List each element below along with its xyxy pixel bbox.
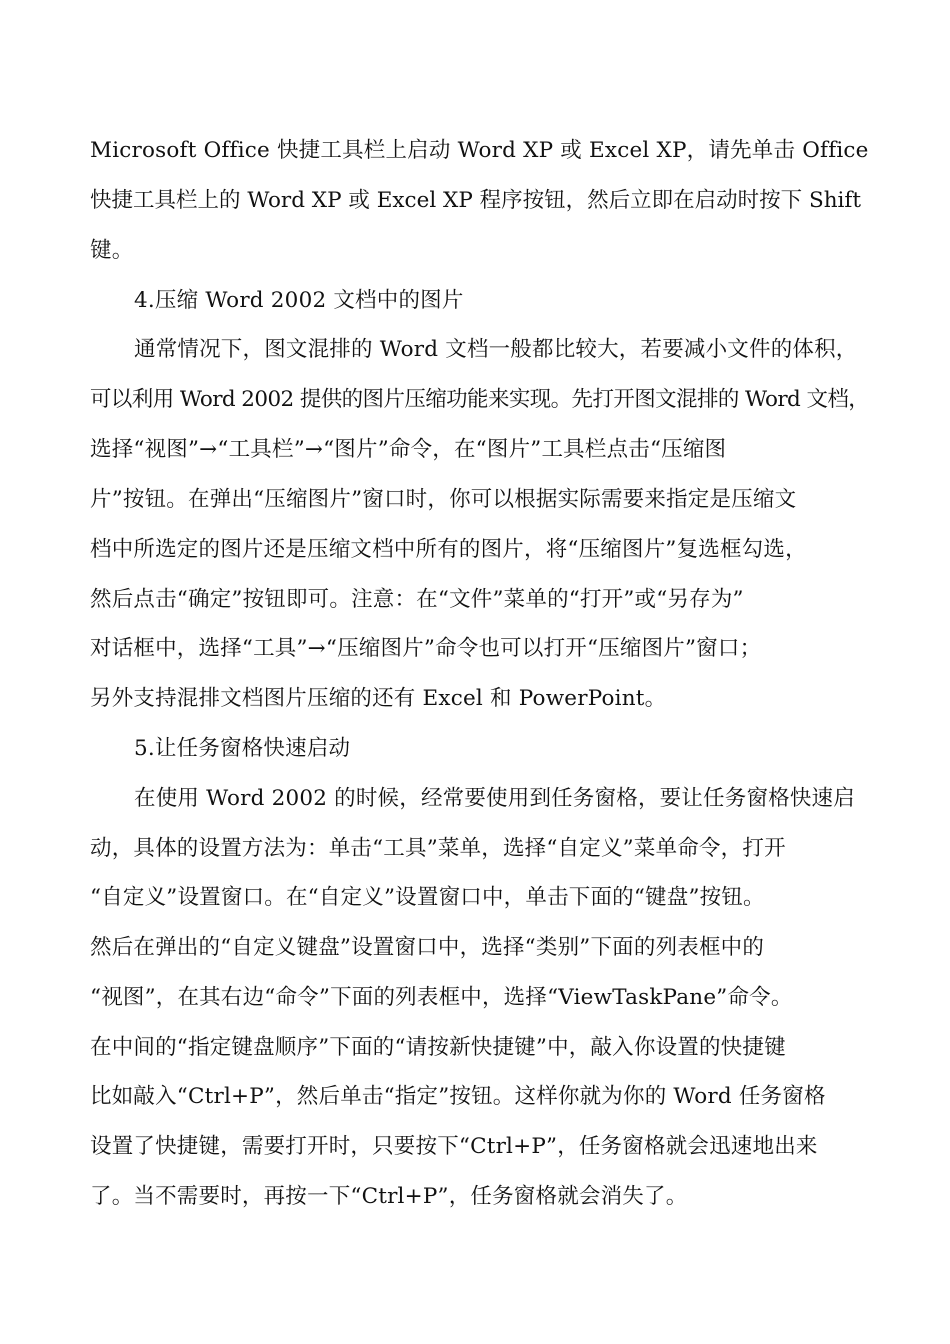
- text-line: 动，具体的设置方法为：单击“工具”菜单，选择“自定义”菜单命令，打开: [90, 836, 786, 861]
- text-line: 档中所选定的图片还是压缩文档中所有的图片，将“压缩图片”复选框勾选，: [90, 537, 807, 562]
- text-line: 然后在弹出的“自定义键盘”设置窗口中，选择“类别”下面的列表框中的: [90, 935, 765, 960]
- text-line: 片”按钮。在弹出“压缩图片”窗口时，你可以根据实际需要来指定是压缩文: [90, 487, 797, 512]
- text-line: 了。当不需要时，再按一下“Ctrl+P”，任务窗格就会消失了。: [90, 1184, 688, 1209]
- text-line: 设置了快捷键，需要打开时，只要按下“Ctrl+P”，任务窗格就会迅速地出来: [90, 1134, 818, 1159]
- text-line: 选择“视图”→“工具栏”→“图片”命令，在“图片”工具栏点击“压缩图: [90, 437, 727, 462]
- text-line: 然后点击“确定”按钮即可。注意：在“文件”菜单的“打开”或“另存为”: [90, 587, 744, 612]
- text-line: 对话框中，选择“工具”→“压缩图片”命令也可以打开“压缩图片”窗口；: [90, 636, 762, 661]
- text-line: 比如敲入“Ctrl+P”，然后单击“指定”按钮。这样你就为你的 Word 任务窗格: [90, 1084, 826, 1109]
- text-line: 快捷工具栏上的 Word XP 或 Excel XP 程序按钮，然后立即在启动时按下 Shift: [90, 188, 862, 213]
- text-line: “视图”，在其右边“命令”下面的列表框中，选择“ViewTaskPane”命令。: [90, 985, 793, 1010]
- text-line: 另外支持混排文档图片压缩的还有 Excel 和 PowerPoint。: [90, 686, 667, 711]
- text-line: 键。: [90, 238, 134, 263]
- text-line: 在使用 Word 2002 的时候，经常要使用到任务窗格，要让任务窗格快速启: [134, 786, 855, 811]
- text-line: Microsoft Office 快捷工具栏上启动 Word XP 或 Excel XP，请先单击 Office: [90, 138, 869, 163]
- text-line: 可以利用 Word 2002 提供的图片压缩功能来实现。先打开图文混排的 Word 文档，: [90, 387, 870, 412]
- section-heading: 5.让任务窗格快速启动: [134, 736, 351, 761]
- section-heading: 4.压缩 Word 2002 文档中的图片: [134, 288, 464, 313]
- text-line: 在中间的“指定键盘顺序”下面的“请按新快捷键”中，敲入你设置的快捷键: [90, 1035, 786, 1060]
- text-line: “自定义”设置窗口。在“自定义”设置窗口中，单击下面的“键盘”按钮。: [90, 885, 765, 910]
- text-line: 通常情况下，图文混排的 Word 文档一般都比较大，若要减小文件的体积，: [134, 337, 858, 362]
